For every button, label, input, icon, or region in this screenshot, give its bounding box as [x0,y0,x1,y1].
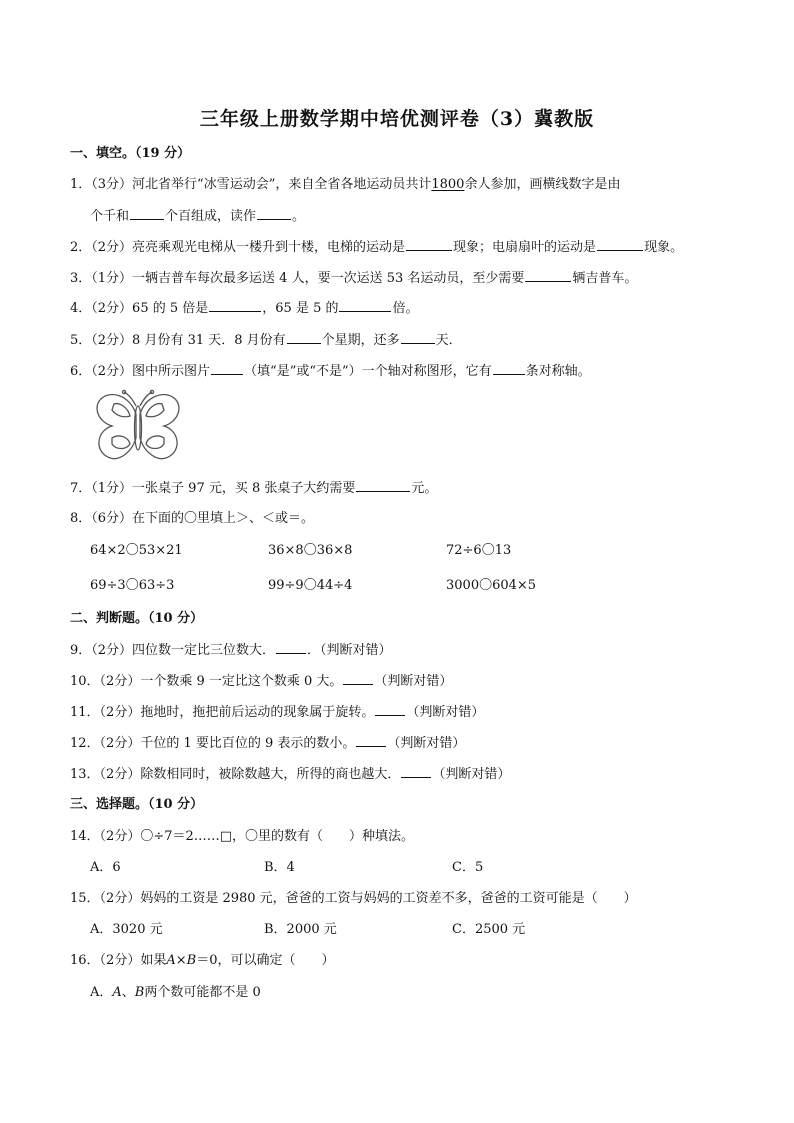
q7-blank[interactable] [356,479,410,492]
q14-option-a[interactable]: A．6 [90,860,121,875]
q11-text-b: （判断对错） [406,705,485,720]
q14-option-b[interactable]: B．4 [264,860,295,875]
q1-underlined-number: 1800 [431,177,465,192]
question-3 [70,269,637,288]
q16-opt-var-a: A [112,985,122,1000]
q7-text-a: 7．（1分）一张桌子 97 元，买 8 张桌子大约需要 [70,481,356,496]
q6-text-c: 条对称轴。 [525,364,591,379]
q16-opt-var-b: B [134,985,145,1000]
q8-item-1[interactable]: 64×2〇53×21 [90,543,183,558]
q5-text-b: 个星期，还多 [321,333,400,348]
q3-text-b: 辆吉普车。 [572,271,638,286]
q10-text-a: 10．（2分）一个数乘 9 一定比这个数乘 0 大。 [70,674,343,689]
question-14: 14．（2分）〇÷7＝2……□，〇里的数有（ ）种填法。 [70,829,415,844]
q6-blank-2[interactable] [493,362,525,375]
q8-item-2[interactable]: 36×8〇36×8 [268,543,353,558]
question-4 [70,299,419,318]
q8-item-3[interactable]: 72÷6〇13 [446,543,512,558]
q1-blank-hundreds[interactable] [130,207,164,220]
question-13 [70,765,510,784]
q14-option-c[interactable]: C．5 [452,860,484,875]
q4-text-c: 倍。 [392,301,419,316]
question-16 [70,952,334,970]
question-5 [70,331,462,350]
q5-blank-2[interactable] [401,331,435,344]
question-11 [70,703,484,722]
q9-text-b: ．（判断对错） [307,643,392,658]
q11-text-a: 11．（2分）拖地时，拖把前后运动的现象属于旋转。 [70,705,375,720]
q12-blank[interactable] [356,734,386,747]
q1-text-e: 。 [292,209,306,224]
q3-text-a: 3．（1分）一辆吉普车每次最多运送 4 人，要一次运送 53 名运动员，至少需要 [70,271,525,286]
question-12 [70,734,465,753]
q1-text-b: 余人参加，画横线数字是由 [464,177,621,192]
q8-item-6[interactable]: 3000〇604×5 [446,578,537,593]
q16-option-a[interactable] [90,984,261,1002]
q1-text-d: 个百组成，读作 [165,209,257,224]
question-7 [70,479,437,498]
question-10 [70,672,452,691]
q13-blank[interactable] [401,765,431,778]
q13-text-b: （判断对错） [432,767,511,782]
q4-blank-1[interactable] [209,299,261,312]
q4-text-b: ，65 是 5 的 [262,301,339,316]
q3-blank[interactable] [525,269,571,282]
q16-opt-a-prefix: A． [90,985,113,1000]
q16-text-b: ＝0，可以确定（ ） [196,953,335,968]
question-1 [70,176,620,194]
q4-blank-2[interactable] [339,299,391,312]
q1-blank-read[interactable] [257,207,291,220]
q4-text-a: 4．（2分）65 的 5 倍是 [70,301,209,316]
section-fill-blank-heading: 一、填空。（19 分） [70,146,191,161]
section-true-false-heading: 二、判断题。（10 分） [70,611,204,626]
q16-opt-a-text: 两个数可能都不是 0 [144,985,261,1000]
q6-text-b: （填“是”或“不是”）一个轴对称图形，它有 [244,364,492,379]
q15-option-b[interactable]: B．2000 元 [264,922,337,937]
question-6 [70,362,591,381]
section-choice-heading: 三、选择题。（10 分） [70,797,204,812]
q16-text-a: 16．（2分）如果 [70,953,167,968]
q2-text-a: 2．（2分）亮亮乘观光电梯从一楼升到十楼，电梯的运动是 [70,240,406,255]
q8-item-5[interactable]: 99÷9〇44÷4 [268,578,353,593]
q10-blank[interactable] [343,672,373,685]
q5-blank-1[interactable] [287,331,321,344]
q2-blank-1[interactable] [406,238,452,251]
q6-text-a: 6．（2分）图中所示图片 [70,364,211,379]
q7-text-b: 元。 [411,481,438,496]
q6-blank-1[interactable] [211,362,243,375]
q5-text-c: 天． [435,333,462,348]
q8-item-4[interactable]: 69÷3〇63÷3 [90,578,175,593]
q2-text-b: 现象；电扇扇叶的运动是 [453,240,597,255]
q10-text-b: （判断对错） [374,674,453,689]
question-9 [70,641,392,660]
page-title: 三年级上册数学期中培优测评卷（3）冀教版 [199,108,595,130]
q13-text-a: 13．（2分）除数相同时，被除数越大，所得的商也越大． [70,767,401,782]
q15-option-c[interactable]: C．2500 元 [452,922,526,937]
question-15: 15．（2分）妈妈的工资是 2980 元，爸爸的工资与妈妈的工资差不多，爸爸的工资可能是（ ） [70,891,637,906]
butterfly-figure [90,388,186,466]
question-8: 8．（6分）在下面的〇里填上＞、＜或＝。 [70,511,315,526]
q16-var-a: A [166,953,176,968]
q11-blank[interactable] [375,703,405,716]
q2-text-c: 现象。 [644,240,684,255]
q1-text-c: 个千和 [90,209,130,224]
q9-text-a: 9．（2分）四位数一定比三位数大． [70,643,276,658]
question-2 [70,238,683,257]
q9-blank[interactable] [276,641,306,654]
q2-blank-2[interactable] [597,238,643,251]
q16-opt-sep: 、 [121,985,135,1000]
q15-option-a[interactable]: A．3020 元 [90,922,163,937]
question-1-cont [90,207,305,226]
q12-text-a: 12．（2分）千位的 1 要比百位的 9 表示的数小。 [70,736,356,751]
q16-var-b: B [186,953,197,968]
q16-times: × [175,953,187,968]
q12-text-b: （判断对错） [387,736,466,751]
q5-text-a: 5．（2分）8 月份有 31 天．8 月份有 [70,333,286,348]
q1-text-a: 1．（3分）河北省举行“冰雪运动会”，来自全省各地运动员共计 [70,177,432,192]
